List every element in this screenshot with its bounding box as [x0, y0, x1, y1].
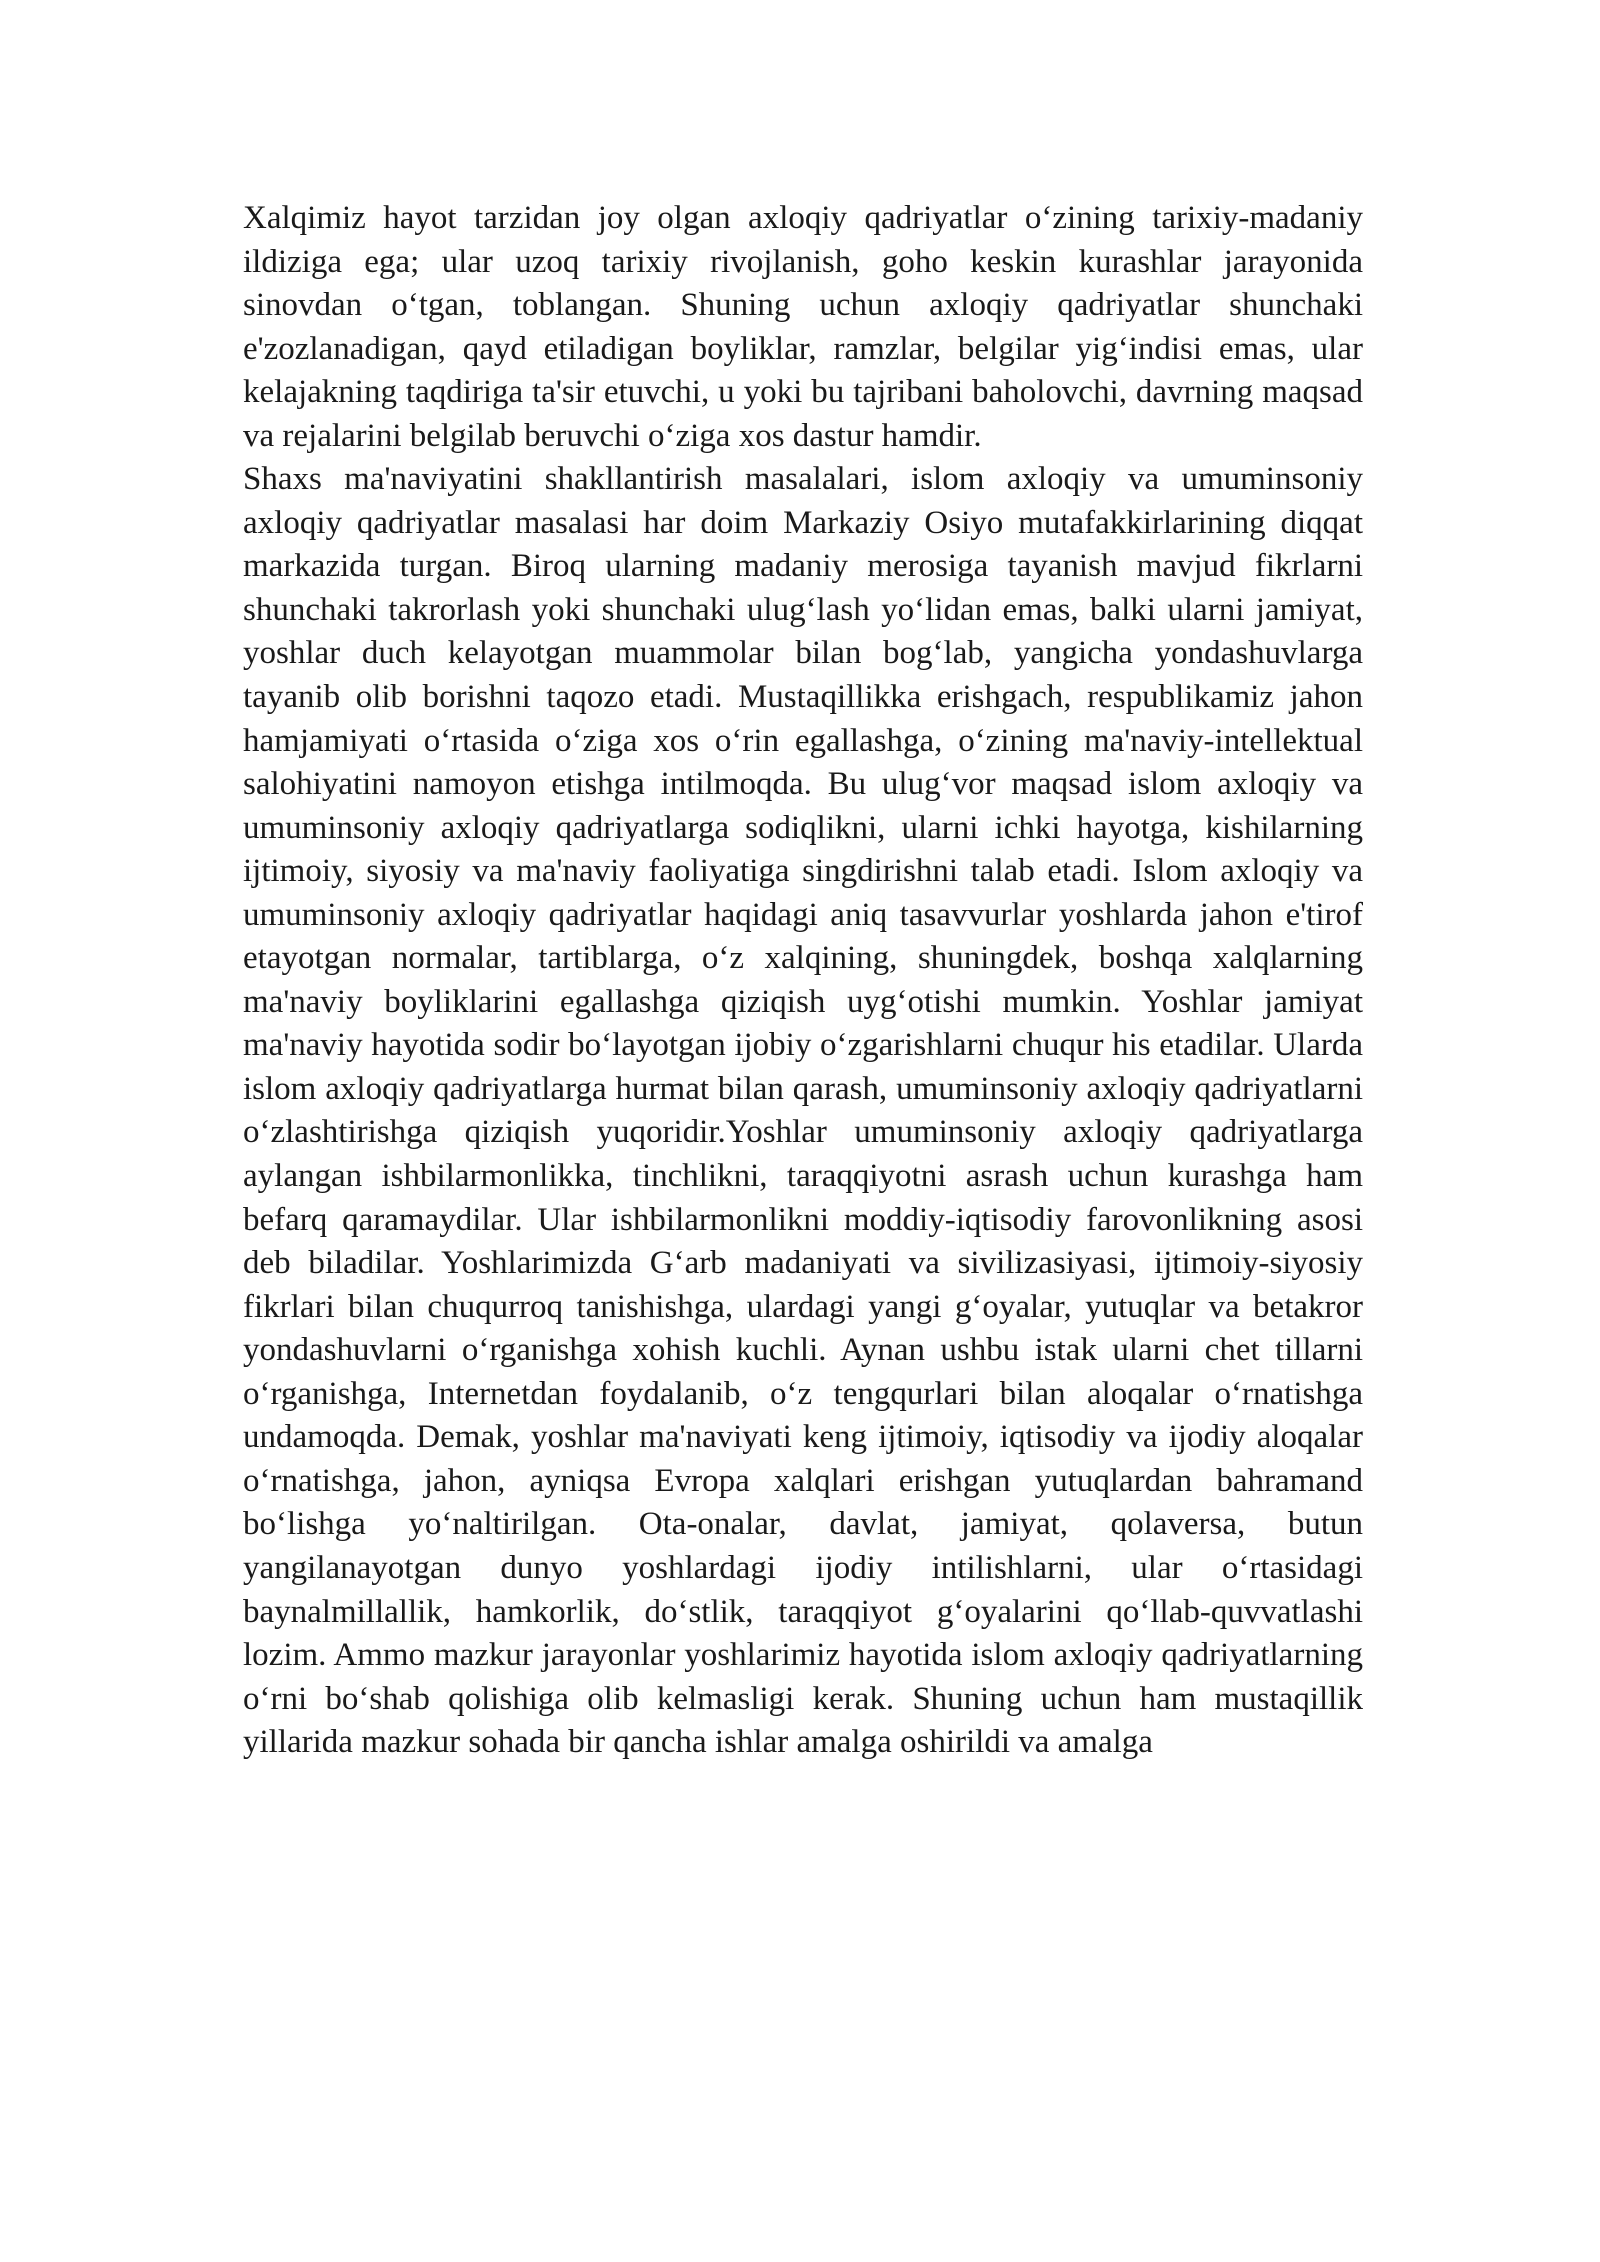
- document-body: [243, 197, 1363, 1765]
- paragraph-1: Xalqimiz hayot tarzidan joy olgan axloqiy qadriyatlar o‘zining tarixiy-madaniy ildiziga ega; ular uzoq tarixiy rivojlanish, goho keskin kurashlar jarayonida sinovdan o‘tgan, toblangan. Shuning uchun axloqiy qadriyatlar shunchaki e'zozlanadigan, qayd etiladigan boyliklar, ramzlar, belgilar yig‘indisi emas, ular kelajakning taqdiriga ta'sir etuvchi, u yoki bu tajribani baholovchi, davrning maqsad va rejalarini belgilab beruvchi o‘ziga xos dastur hamdir.: [243, 200, 1363, 454]
- paragraph-2: Shaxs ma'naviyatini shakllantirish masalalari, islom axloqiy va umuminsoniy axloqiy qadriyatlar masalasi har doim Markaziy Osiyo mutafakkirlarining diqqat markazida turgan. Biroq ularning madaniy merosiga tayanish mavjud fikrlarni shunchaki takrorlash yoki shunchaki ulug‘lash yo‘lidan emas, balki ularni jamiyat, yoshlar duch kelayotgan muammolar bilan bog‘lab, yangicha yondashuvlarga tayanib olib borishni taqozo etadi. Mustaqillikka erishgach, respublikamiz jahon hamjamiyati o‘rtasida o‘ziga xos o‘rin egallashga, o‘zining ma'naviy-intellektual salohiyatini namoyon etishga intilmoqda. Bu ulug‘vor maqsad islom axloqiy va umuminsoniy axloqiy qadriyatlarga sodiqlikni, ularni ichki hayotga, kishilarning ijtimoiy, siyosiy va ma'naviy faoliyatiga singdirishni talab etadi. Islom axloqiy va umuminsoniy axloqiy qadriyatlar haqidagi aniq tasavvurlar yoshlarda jahon e'tirof etayotgan normalar, tartiblarga, o‘z xalqining, shuningdek, boshqa xalqlarning ma'naviy boyliklarini egallashga qiziqish uyg‘otishi mumkin. Yoshlar jamiyat ma'naviy hayotida sodir bo‘layotgan ijobiy o‘zgarishlarni chuqur his etadilar. Ularda islom axloqiy qadriyatlarga hurmat bilan qarash, umuminsoniy axloqiy qadriyatlarni o‘zlashtirishga qiziqish yuqoridir.Yoshlar umuminsoniy axloqiy qadriyatlarga aylangan ishbilarmonlikka, tinchlikni, taraqqiyotni asrash uchun kurashga ham befarq qaramaydilar. Ular ishbilarmonlikni moddiy-iqtisodiy farovonlikning asosi deb biladilar. Yoshlarimizda G‘arb madaniyati va sivilizasiyasi, ijtimoiy-siyosiy fikrlari bilan chuqurroq tanishishga, ulardagi yangi g‘oyalar, yutuqlar va betakror yondashuvlarni o‘rganishga xohish kuchli. Aynan ushbu istak ularni chet tillarni o‘rganishga, Internetdan foydalanib, o‘z tengqurlari bilan aloqalar o‘rnatishga undamoqda. Demak, yoshlar ma'naviyati keng ijtimoiy, iqtisodiy va ijodiy aloqalar o‘rnatishga, jahon, ayniqsa Evropa xalqlari erishgan yutuqlardan bahramand bo‘lishga yo‘naltirilgan. Ota-onalar, davlat, jamiyat, qolaversa, butun yangilanayotgan dunyo yoshlardagi ijodiy intilishlarni, ular o‘rtasidagi baynalmillallik, hamkorlik, do‘stlik, taraqqiyot g‘oyalarini qo‘llab-quvvatlashi lozim. Ammo mazkur jarayonlar yoshlarimiz hayotida islom axloqiy qadriyatlarning o‘rni bo‘shab qolishiga olib kelmasligi kerak. Shuning uchun ham mustaqillik yillarida mazkur sohada bir qancha ishlar amalga oshirildi va amalga: [243, 461, 1363, 1761]
